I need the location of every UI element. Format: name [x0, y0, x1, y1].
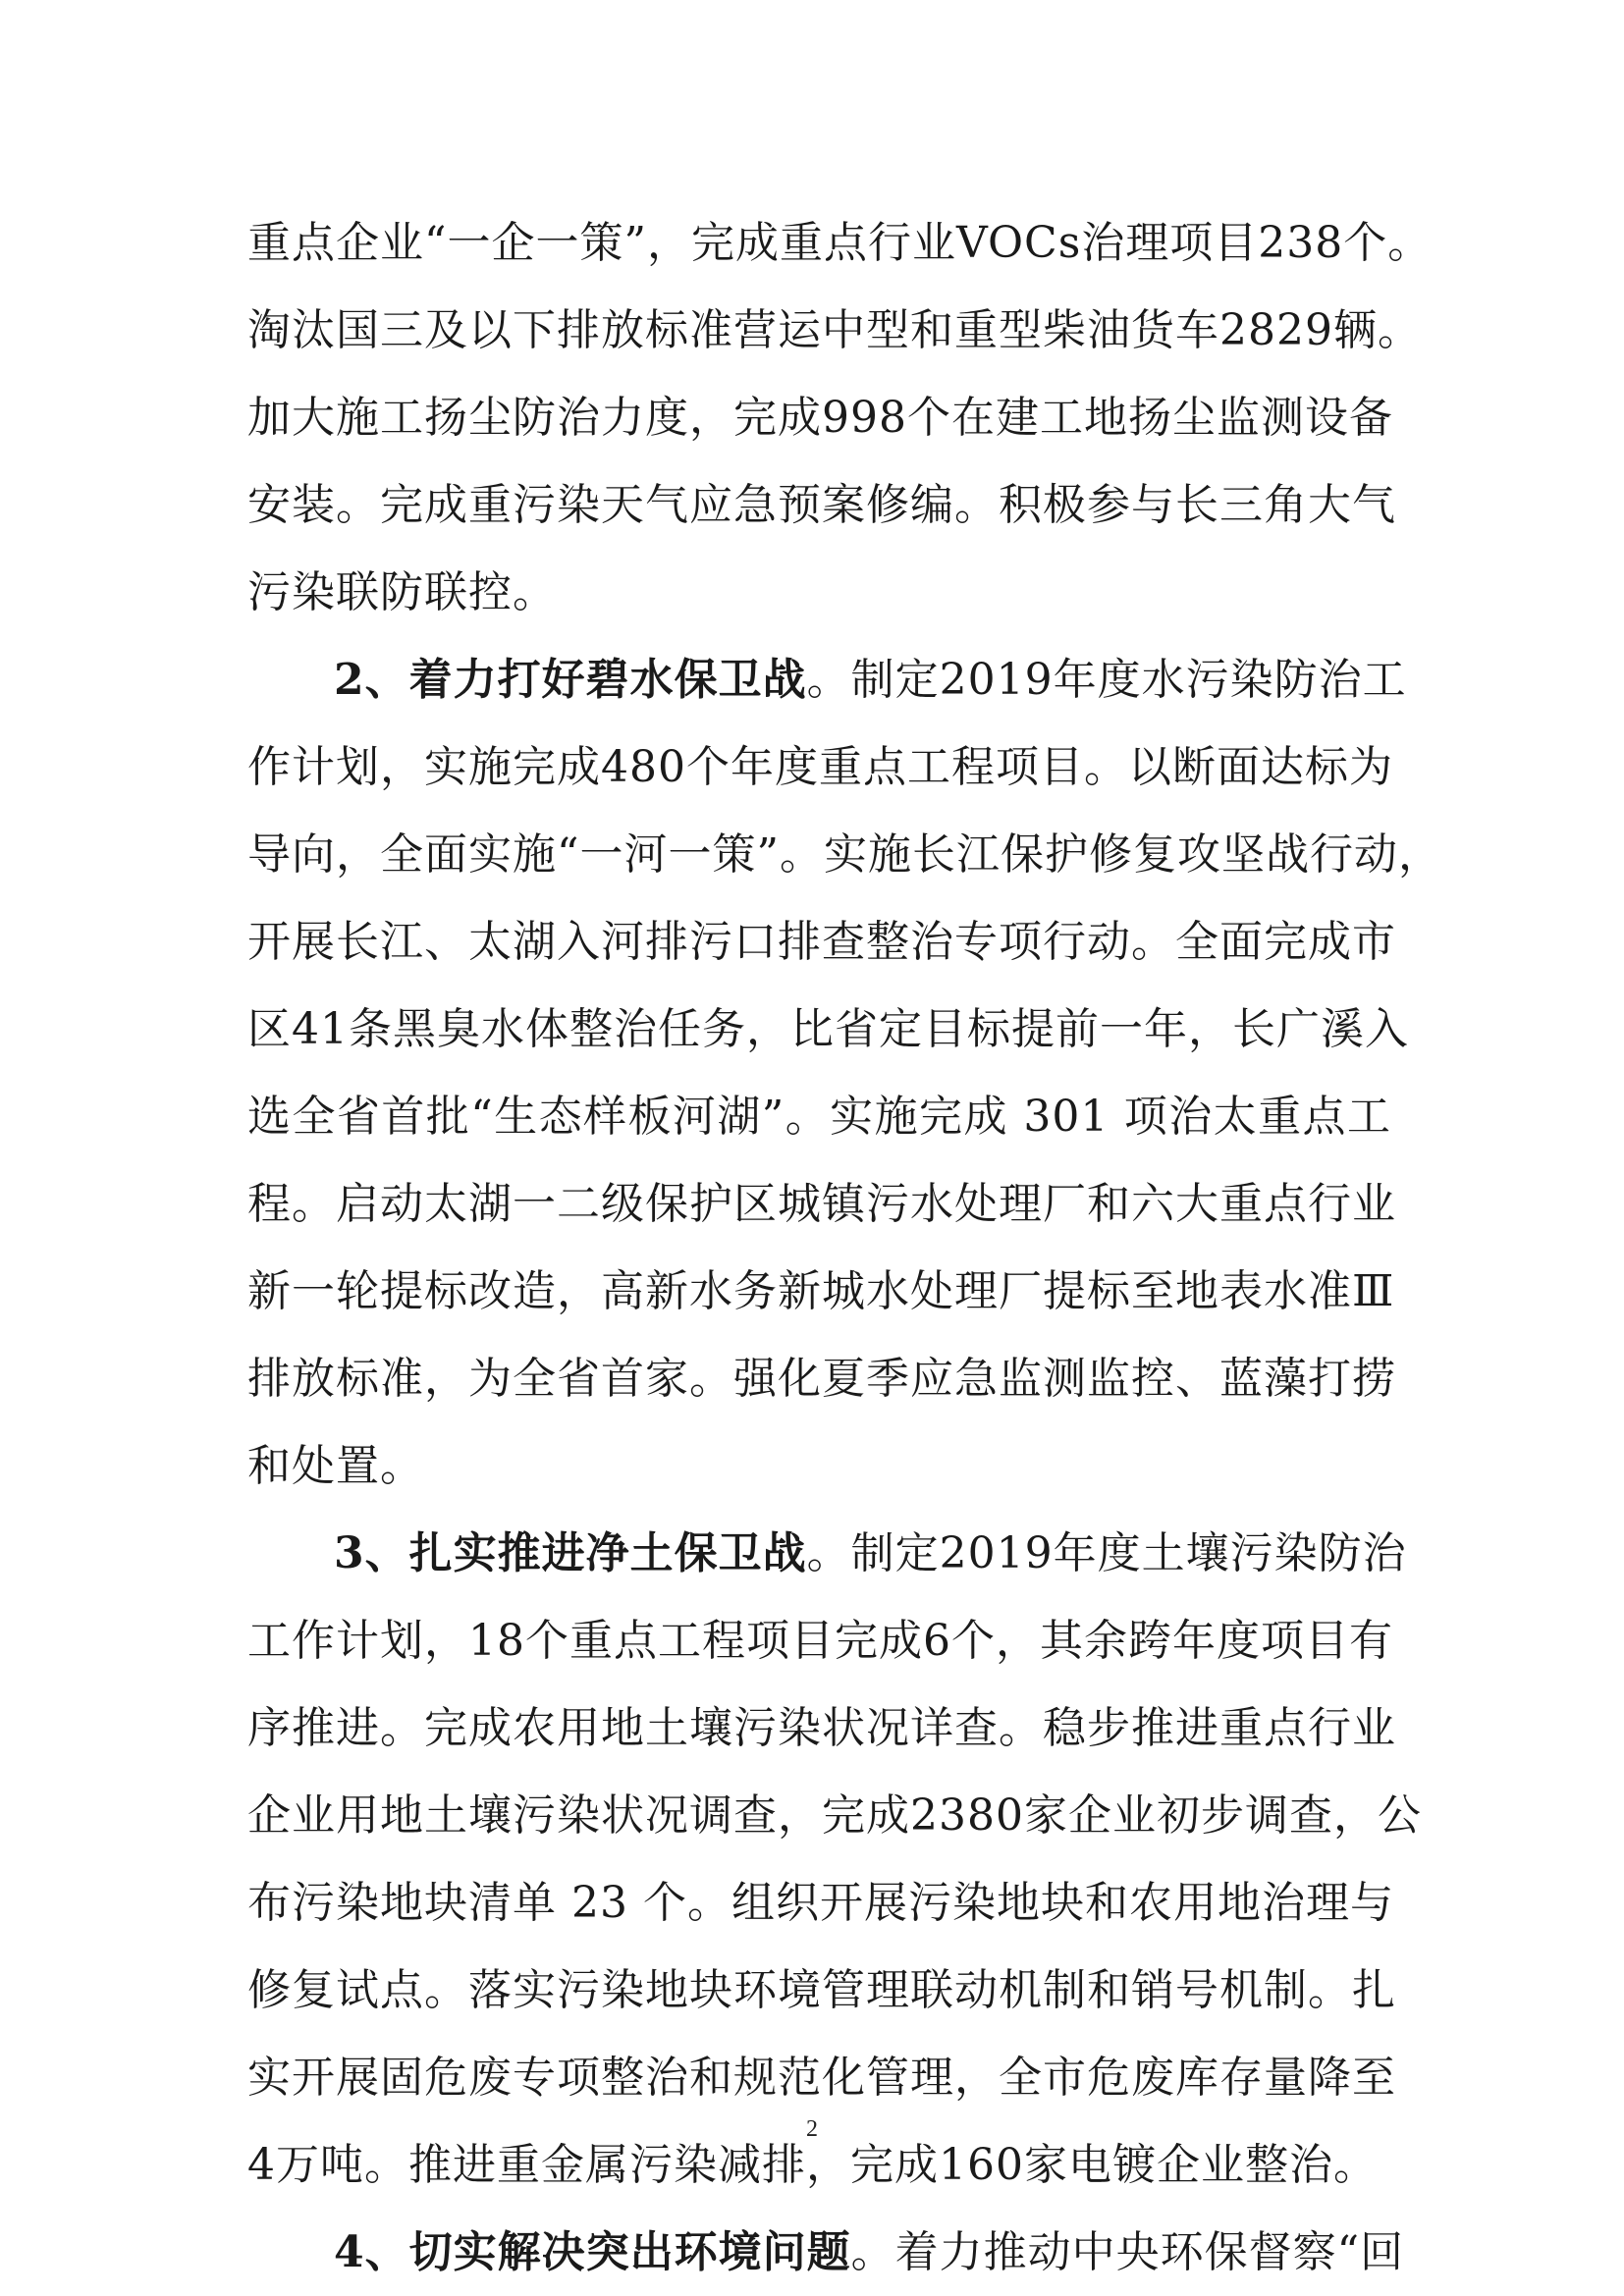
- text-line-first: [247, 636, 1407, 723]
- text-line: 作计划，实施完成480个年度重点工程项目。以断面达标为: [247, 742, 1393, 792]
- paragraph-env-issues: [247, 2209, 1405, 2296]
- section-heading: 3、扎实推进净土保卫战: [334, 1528, 807, 1578]
- text-line: 序推进。完成农用地土壤污染状况详查。稳步推进重点行业: [247, 1703, 1396, 1753]
- section-heading: 2、着力打好碧水保卫战: [334, 655, 807, 705]
- text-line: 企业用地土壤污染状况调查，完成2380家企业初步调查，公: [247, 1790, 1422, 1841]
- text-line: 重点企业“一企一策”，完成重点行业VOCs治理项目238个。: [247, 218, 1433, 268]
- text-line: 排放标准，为全省首家。强化夏季应急监测监控、蓝藻打捞: [247, 1354, 1396, 1404]
- text-line: 实开展固危废专项整治和规范化管理，全市危废库存量降至: [247, 2053, 1396, 2103]
- text-line-first: [247, 1510, 1407, 1597]
- text-line: 导向，全面实施“一河一策”。实施长江保护修复攻坚战行动，: [247, 829, 1442, 880]
- text-fragment: 。制定2019年度水污染防治工: [806, 655, 1407, 705]
- text-line: 工作计划，18个重点工程项目完成6个，其余跨年度项目有: [247, 1616, 1393, 1666]
- text-line: 区41条黑臭水体整治任务，比省定目标提前一年，长广溪入: [247, 1004, 1409, 1054]
- text-line-first: [247, 2209, 1405, 2296]
- paragraph-water: [247, 636, 1442, 1510]
- text-line: 布污染地块清单 23 个。组织开展污染地块和农用地治理与: [247, 1878, 1394, 1928]
- text-line: 淘汰国三及以下排放标准营运中型和重型柴油货车2829辆。: [247, 305, 1422, 355]
- text-line: 开展长江、太湖入河排污口排查整治专项行动。全面完成市: [247, 917, 1396, 967]
- page-number: 2: [806, 2116, 818, 2142]
- text-line: 安装。完成重污染天气应急预案修编。积极参与长三角大气: [247, 480, 1396, 530]
- text-line: 和处置。: [247, 1441, 424, 1491]
- paragraph-air-continuation: [247, 199, 1433, 636]
- text-line: 4万吨。推进重金属污染减排，完成160家电镀企业整治。: [247, 2140, 1378, 2190]
- text-fragment: 。制定2019年度土壤污染防治: [806, 1528, 1407, 1578]
- text-line: 新一轮提标改造，高新水务新城水处理厂提标至地表水准Ⅲ: [247, 1266, 1395, 1316]
- text-line: 修复试点。落实污染地块环境管理联动机制和销号机制。扎: [247, 1965, 1396, 2015]
- section-heading: 4、切实解决突出环境问题: [334, 2227, 851, 2277]
- text-line: 选全省首批“生态样板河湖”。实施完成 301 项治太重点工: [247, 1092, 1391, 1142]
- body-text: [247, 199, 1442, 2296]
- paragraph-soil: [247, 1510, 1422, 2209]
- text-fragment: 。着力推动中央环保督察“回: [850, 2227, 1405, 2277]
- text-line: 程。启动太湖一二级保护区城镇污水处理厂和六大重点行业: [247, 1179, 1396, 1229]
- text-line: 加大施工扬尘防治力度，完成998个在建工地扬尘监测设备: [247, 393, 1393, 443]
- text-line: 污染联防联控。: [247, 567, 557, 617]
